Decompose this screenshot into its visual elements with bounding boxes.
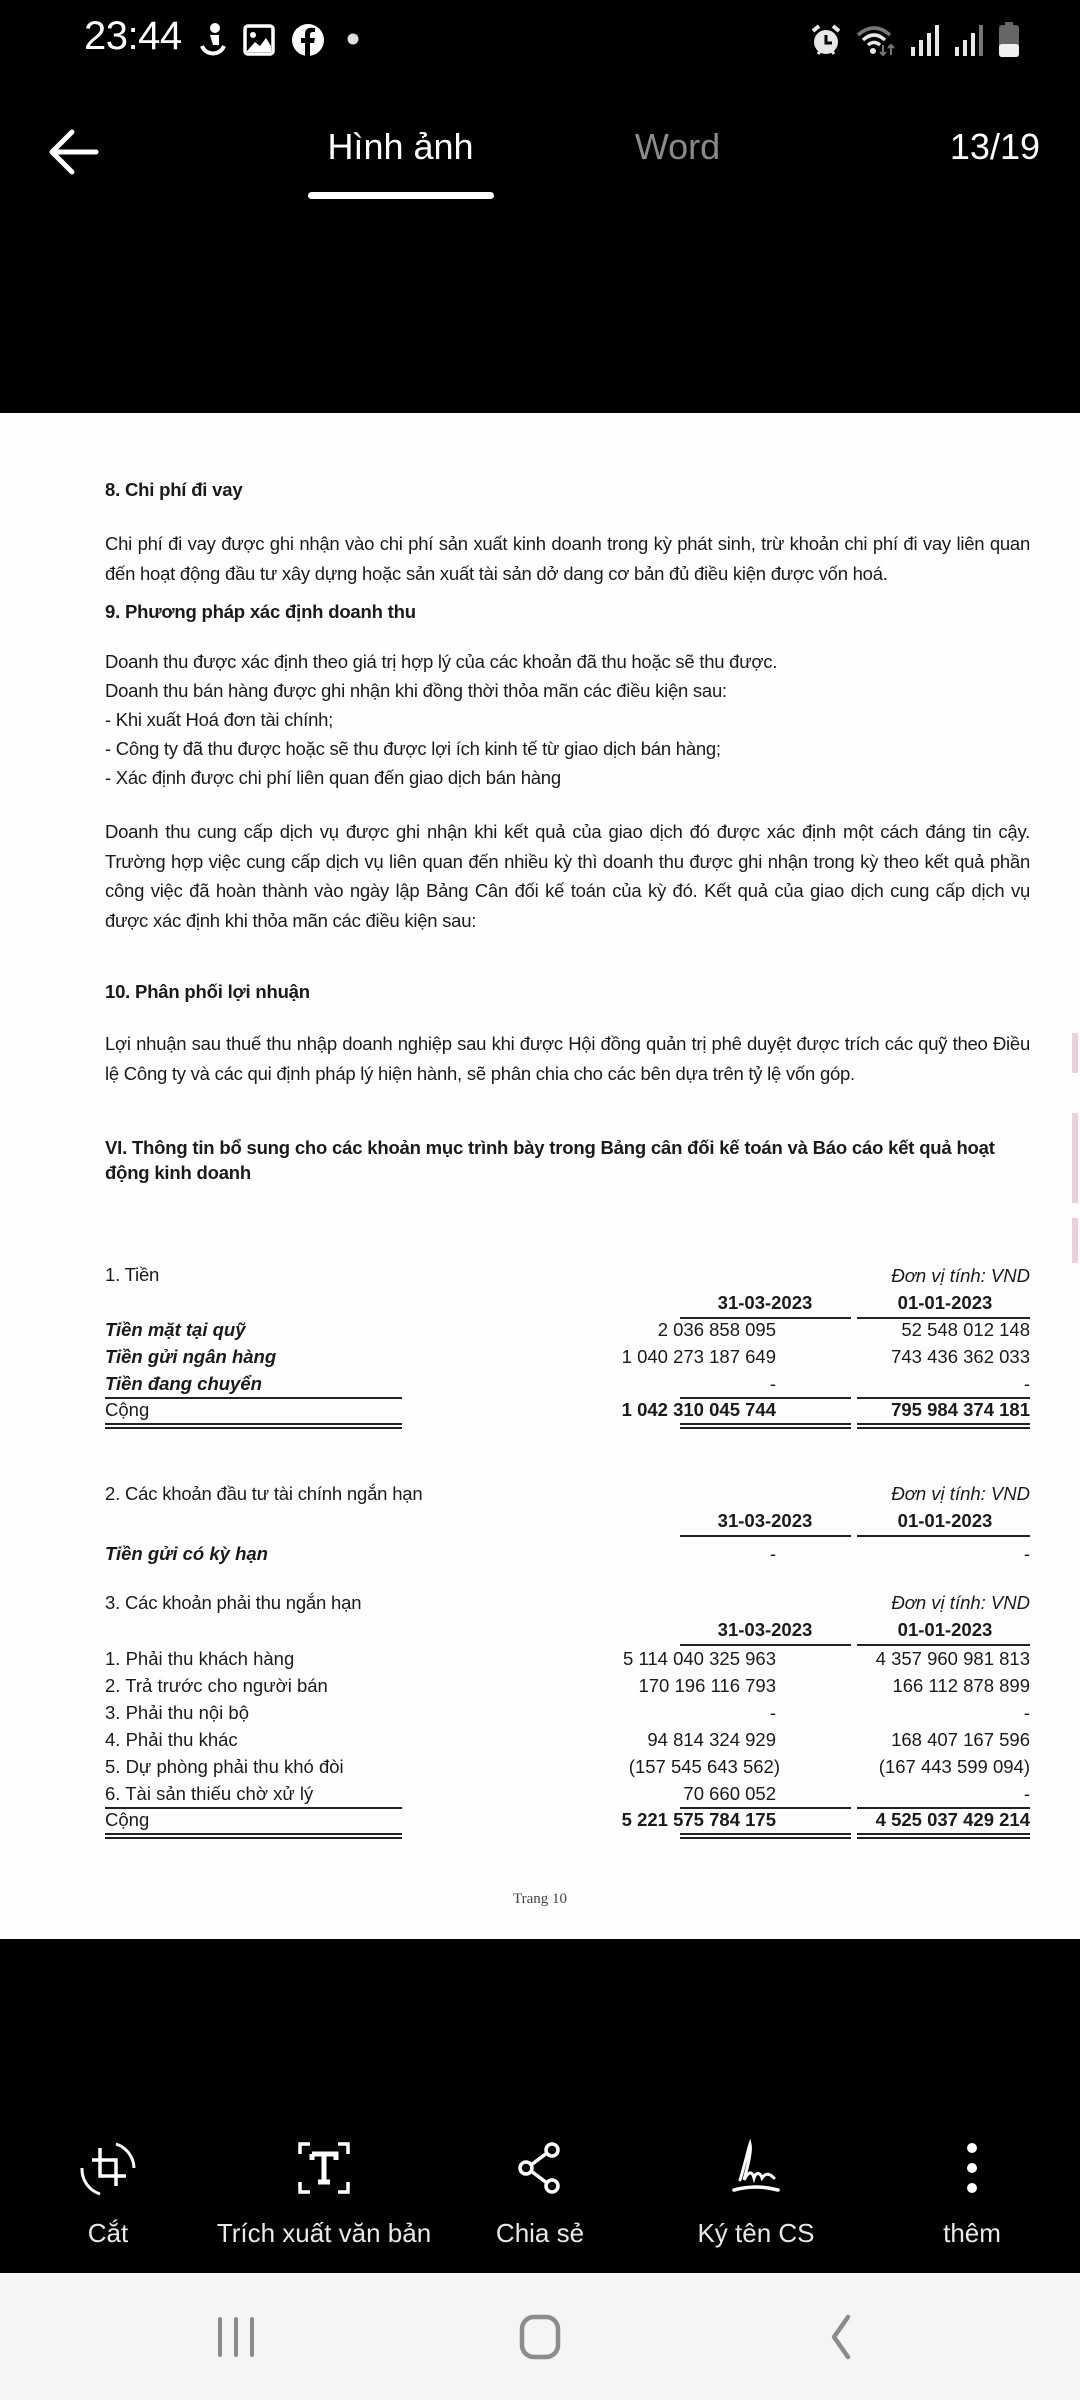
section-9-line: - Xác định được chi phí liên quan đến giao dịch bán hàng — [105, 767, 561, 788]
signal-icon-2 — [954, 23, 984, 57]
column-header-31-03-2023: 31-03-2023 — [717, 1510, 813, 1531]
back-icon[interactable] — [800, 2305, 880, 2369]
table-1-title: 1. Tiền — [105, 1264, 160, 1285]
share-icon — [510, 2138, 570, 2198]
more-vertical-icon — [942, 2138, 1002, 2198]
signal-icon — [910, 23, 940, 57]
section-9-line: - Công ty đã thu được hoặc sẽ thu được lợi ích kinh tế từ giao dịch bán hàng; — [105, 738, 721, 759]
table-2-title: 2. Các khoản đầu tư tài chính ngắn hạn — [105, 1483, 423, 1504]
sign-label: Ký tên CS — [697, 2218, 815, 2248]
system-nav-bar — [0, 2273, 1080, 2400]
facebook-icon — [291, 22, 325, 58]
column-header-31-03-2023: 31-03-2023 — [717, 1292, 813, 1313]
bottom-toolbar — [0, 2110, 1080, 2270]
table-row: 5. Dự phòng phải thu khó đòi (157 545 643 562) (167 443 599 094) — [105, 1756, 1030, 1777]
column-header-01-01-2023: 01-01-2023 — [897, 1510, 993, 1531]
crop-label: Cắt — [87, 2218, 129, 2248]
more-button[interactable] — [864, 2110, 1080, 2270]
table-row: 3. Phải thu nội bộ - - — [105, 1702, 1030, 1723]
recent-apps-icon[interactable] — [196, 2305, 276, 2369]
table-row: 2. Trả trước cho người bán 170 196 116 793 166 112 878 899 — [105, 1675, 1030, 1696]
more-label: thêm — [943, 2218, 1001, 2248]
back-arrow-icon[interactable] — [44, 122, 104, 182]
stamp-mark — [1072, 1113, 1078, 1203]
share-button[interactable] — [432, 2110, 648, 2270]
section-9-line: Doanh thu bán hàng được ghi nhận khi đồng thời thỏa mãn các điều kiện sau: — [105, 680, 727, 701]
unit-label: Đơn vị tính: VND — [891, 1483, 1030, 1504]
extract-text-button[interactable] — [216, 2110, 432, 2270]
home-icon[interactable] — [500, 2305, 580, 2369]
tab-word[interactable]: Word — [634, 126, 721, 167]
section-vi-title: VI. Thông tin bổ sung cho các khoản mục trình bày trong Bảng cân đối kế toán và Báo cáo kết quả hoạt động kinh doanh — [105, 1137, 995, 1183]
column-header-01-01-2023: 01-01-2023 — [897, 1619, 993, 1640]
table-total-row: Cộng 5 221 575 784 175 4 525 037 429 214 — [105, 1809, 1030, 1830]
column-header-01-01-2023: 01-01-2023 — [897, 1292, 993, 1313]
text-extract-icon — [294, 2138, 354, 2198]
table-total-row: Cộng 1 042 310 045 744 795 984 374 181 — [105, 1399, 1030, 1420]
viewer-header — [0, 100, 1080, 210]
table-row: 6. Tài sản thiếu chờ xử lý 70 660 052 - — [105, 1783, 1030, 1804]
stamp-mark — [1072, 1033, 1078, 1073]
gallery-icon — [243, 22, 275, 58]
status-bar — [0, 0, 1080, 80]
section-8-paragraph: Chi phí đi vay được ghi nhận vào chi phí sản xuất kinh doanh trong kỳ phát sinh, trừ khoản chi phí đi vay liên quan đến hoạt động đầu tư xây dựng hoặc sản xuất tài sản dở dang cơ bản đủ điều kiện được vốn hoá. — [105, 533, 1030, 584]
alarm-icon — [810, 23, 842, 57]
page-footer: Trang 10 — [512, 1891, 568, 1907]
sign-button[interactable] — [648, 2110, 864, 2270]
dot-icon — [347, 33, 359, 45]
wifi-icon — [856, 23, 896, 57]
section-9-title: 9. Phương pháp xác định doanh thu — [105, 601, 416, 622]
battery-icon — [998, 22, 1020, 58]
share-label: Chia sẻ — [495, 2218, 585, 2248]
document-page[interactable] — [0, 413, 1080, 1939]
unit-label: Đơn vị tính: VND — [891, 1265, 1030, 1286]
table-row: 1. Phải thu khách hàng 5 114 040 325 963 4 357 960 981 813 — [105, 1648, 1030, 1669]
tab-images[interactable]: Hình ảnh — [327, 126, 474, 167]
table-row: Tiền mặt tại quỹ 2 036 858 095 52 548 012 148 — [105, 1319, 1030, 1340]
section-9-paragraph-2: Doanh thu cung cấp dịch vụ được ghi nhận khi kết quả của giao dịch đó được xác định một cách đáng tin cậy. Trường hợp việc cung cấp dịch vụ liên quan đến nhiều kỳ thì doanh thu được ghi nhận trong kỳ theo kết quả phần công việc đã hoàn thành vào ngày lập Bảng Cân đối kế toán của kỳ đó. Kết quả của giao dịch cung cấp dịch vụ được xác định khi thỏa mãn các điều kiện sau: — [105, 821, 1030, 931]
table-row: Tiền đang chuyển - - — [105, 1373, 1030, 1394]
section-9-line: Doanh thu được xác định theo giá trị hợp lý của các khoản đã thu hoặc sẽ thu được. — [105, 651, 778, 672]
crop-rotate-icon — [78, 2138, 138, 2198]
stamp-mark — [1072, 1218, 1078, 1263]
accessibility-icon — [198, 22, 228, 58]
page-counter: 13/19 — [949, 126, 1040, 167]
crop-button[interactable] — [0, 2110, 216, 2270]
table-row: 4. Phải thu khác 94 814 324 929 168 407 167 596 — [105, 1729, 1030, 1750]
section-10-title: 10. Phân phối lợi nhuận — [105, 981, 310, 1002]
status-right-icons — [810, 20, 1020, 60]
table-row: Tiền gửi ngân hàng 1 040 273 187 649 743 436 362 033 — [105, 1346, 1030, 1367]
extract-text-label: Trích xuất văn bản — [216, 2218, 432, 2248]
section-10-paragraph: Lợi nhuận sau thuế thu nhập doanh nghiệp sau khi được Hội đồng quản trị phê duyệt được trích các quỹ theo Điều lệ Công ty và các qui định pháp lý hiện hành, sẽ phân chia cho các bên dựa trên tỷ lệ vốn góp. — [105, 1033, 1030, 1084]
signature-icon — [726, 2138, 786, 2198]
table-row: Tiền gửi có kỳ hạn - - — [105, 1543, 1030, 1564]
column-header-31-03-2023: 31-03-2023 — [717, 1619, 813, 1640]
table-3-title: 3. Các khoản phải thu ngắn hạn — [105, 1592, 362, 1613]
unit-label: Đơn vị tính: VND — [891, 1592, 1030, 1613]
section-8-title: 8. Chi phí đi vay — [105, 479, 243, 500]
section-9-line: - Khi xuất Hoá đơn tài chính; — [105, 709, 334, 730]
active-tab-indicator — [308, 192, 494, 199]
status-time: 23:44 — [84, 14, 182, 58]
